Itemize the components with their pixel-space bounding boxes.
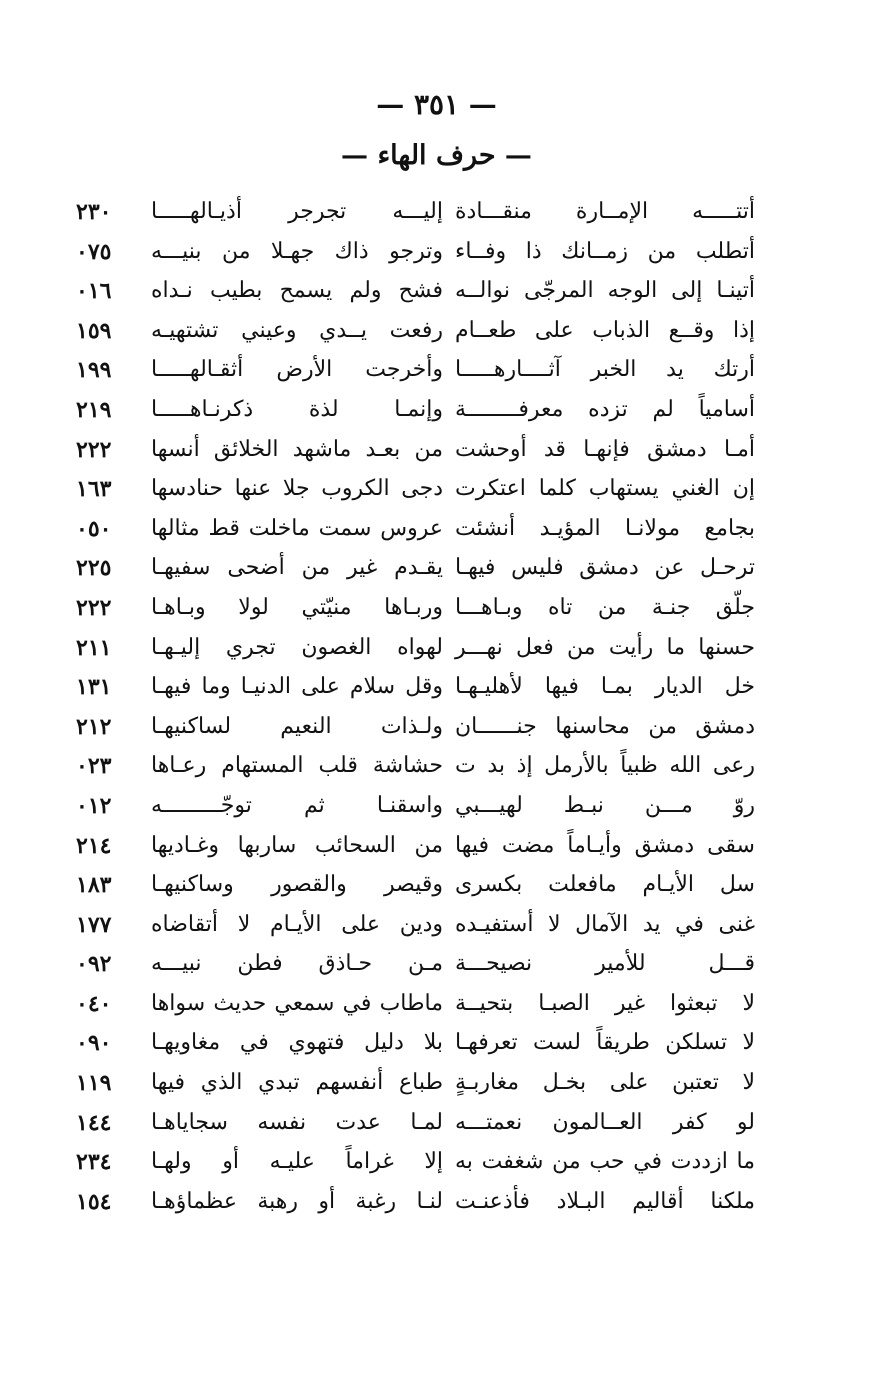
verse-row (0, 548, 873, 588)
verse-first-hemistich: فشح ولم يسمح بطيب نـداه (151, 278, 443, 304)
verse-second-hemistich: لا تبعثوا غير الصبـا بتحيــة (455, 990, 755, 1016)
verse-reference-number: ٢٢٢ (76, 594, 112, 621)
verse-reference-number: ٢١٤ (76, 832, 112, 859)
verse-first-hemistich: ماطاب في سمعي حديث سواها (151, 990, 443, 1016)
verse-second-hemistich: رعى الله ظبياً بالأرمل إذ بد ت (455, 753, 755, 779)
verse-row (0, 667, 873, 707)
verse-second-hemistich: ما ازددت في حب من شغفت به (455, 1149, 755, 1175)
verse-second-hemistich: روّ مـــن نبـط لهيـــبي (455, 792, 755, 818)
verse-first-hemistich: وقيصر والقصور وساكنيهـا (151, 872, 443, 898)
verse-row (0, 786, 873, 826)
verse-row (0, 311, 873, 351)
verse-row (0, 1023, 873, 1063)
verse-reference-number: ١٩٩ (76, 357, 112, 384)
verse-reference-number: ١٦٣ (76, 476, 112, 503)
verse-second-hemistich: قـــل للأمير نصيحـــة (455, 951, 755, 977)
verse-reference-number: ١٥٩ (76, 317, 112, 344)
verse-reference-number: ٠١٢ (76, 792, 112, 819)
verse-row (0, 1182, 873, 1222)
verse-second-hemistich: لا تسلكن طريقاً لست تعرفهـا (455, 1030, 755, 1056)
verse-index-list (0, 192, 873, 1221)
verse-first-hemistich: حشاشة قلب المستهام رعـاها (151, 753, 443, 779)
verse-row (0, 984, 873, 1024)
verse-second-hemistich: سقى دمشق وأيـاماً مضت فيها (455, 832, 755, 858)
verse-row (0, 707, 873, 747)
verse-reference-number: ٢٣٤ (76, 1149, 112, 1176)
verse-first-hemistich: وإنمـا لذة ذكرنـاهـــــا (151, 396, 443, 422)
verse-first-hemistich: لهواه الغصون تجري إليـهـا (151, 634, 443, 660)
verse-reference-number: ١٧٧ (76, 911, 112, 938)
verse-row (0, 905, 873, 945)
verse-reference-number: ٠٩٠ (76, 1030, 112, 1057)
verse-second-hemistich: غنى في يد الآمال لا أستفيـده (455, 911, 755, 937)
verse-reference-number: ٠٥٠ (76, 515, 112, 542)
verse-second-hemistich: إن الغني يستهاب كلما اعتكرت (455, 476, 755, 502)
verse-row (0, 232, 873, 272)
verse-row (0, 944, 873, 984)
verse-first-hemistich: من بعـد ماشهد الخلائق أنسها (151, 436, 443, 462)
verse-first-hemistich: رفعت يــدي وعيني تشتهيـه (151, 317, 443, 343)
verse-reference-number: ٠٤٠ (76, 990, 112, 1017)
verse-reference-number: ١١٩ (76, 1070, 112, 1097)
verse-reference-number: ١٥٤ (76, 1188, 112, 1215)
verse-second-hemistich: سل الأيـام مافعلت بكسرى (455, 872, 755, 898)
verse-second-hemistich: بجامع مولانـا المؤيـد أنشئت (455, 515, 755, 541)
verse-second-hemistich: ترحـل عن دمشق فليس فيهـا (455, 555, 755, 581)
verse-reference-number: ١٤٤ (76, 1109, 112, 1136)
verse-second-hemistich: خل الديار بمـا فيها لأهليـهـا (455, 674, 755, 700)
verse-reference-number: ٢١١ (76, 634, 112, 661)
verse-reference-number: ٠٩٢ (76, 951, 112, 978)
verse-row (0, 509, 873, 549)
verse-row (0, 588, 873, 628)
verse-first-hemistich: لمـا عدت نفسه سجاياهـا (151, 1109, 443, 1135)
verse-second-hemistich: لو كفر العــالمون نعمتـــه (455, 1109, 755, 1135)
verse-first-hemistich: وترجو ذاك جهـلا من بنيـــه (151, 238, 443, 264)
verse-row (0, 746, 873, 786)
verse-first-hemistich: عروس سمت ماخلت قط مثالها (151, 515, 443, 541)
verse-second-hemistich: أرتك يد الخبر آثــــارهـــــا (455, 357, 755, 383)
verse-first-hemistich: وأخرجت الأرض أثقـالهـــــا (151, 357, 443, 383)
section-title: — حرف الهاء — (341, 140, 532, 171)
verse-first-hemistich: دجى الكروب جلا عنها حنادسها (151, 476, 443, 502)
verse-second-hemistich: ملكنا أقاليم البـلاد فأذعنـت (455, 1188, 755, 1214)
verse-row (0, 350, 873, 390)
verse-reference-number: ٢٣٠ (76, 199, 112, 225)
verse-row (0, 865, 873, 905)
verse-row (0, 1063, 873, 1103)
verse-reference-number: ١٣١ (76, 674, 112, 701)
verse-row (0, 826, 873, 866)
page-number: — ٣٥١ — (376, 88, 497, 121)
verse-reference-number: ٢١٩ (76, 396, 112, 423)
verse-row (0, 192, 873, 232)
verse-reference-number: ٠٧٥ (76, 238, 112, 265)
verse-reference-number: ٢٢٢ (76, 436, 112, 463)
verse-second-hemistich: أسامياً لم تزده معرفــــــــة (455, 396, 755, 422)
verse-row (0, 271, 873, 311)
verse-reference-number: ١٨٣ (76, 872, 112, 899)
verse-first-hemistich: طباع أنفسهم تبدي الذي فيها (151, 1070, 443, 1096)
verse-second-hemistich: إذا وقــع الذباب على طعــام (455, 317, 755, 343)
verse-second-hemistich: جلّق جنـة من تاه وبـاهـــا (455, 594, 755, 620)
verse-first-hemistich: وقل سلام على الدنيـا وما فيهـا (151, 674, 443, 700)
verse-row (0, 1103, 873, 1143)
verse-first-hemistich: واسقنـا ثم توجّـــــــــه (151, 792, 443, 818)
verse-second-hemistich: أتتـــــه الإمــارة منقـــادة (455, 199, 755, 224)
verse-row (0, 628, 873, 668)
verse-first-hemistich: ودين على الأيـام لا أتقاضاه (151, 911, 443, 937)
verse-reference-number: ٢١٢ (76, 713, 112, 740)
verse-first-hemistich: بلا دليل فتهوي في مغاويهـا (151, 1030, 443, 1056)
verse-reference-number: ٢٢٥ (76, 555, 112, 582)
verse-first-hemistich: يقـدم غير من أضحى سفيهـا (151, 555, 443, 581)
verse-row (0, 1142, 873, 1182)
verse-first-hemistich: ولـذات النعيم لساكنيهـا (151, 713, 443, 739)
verse-row (0, 430, 873, 470)
verse-first-hemistich: مـن حـاذق فطن نبيـــه (151, 951, 443, 977)
verse-second-hemistich: دمشق من محاسنها جنــــــان (455, 713, 755, 739)
verse-first-hemistich: وربـاها منيّتي لولا وبـاهـا (151, 594, 443, 620)
verse-second-hemistich: أتطلب من زمــانك ذا وفــاء (455, 238, 755, 264)
verse-first-hemistich: لنـا رغبة أو رهبة عظماؤهـا (151, 1188, 443, 1214)
verse-second-hemistich: أمـا دمشق فإنهـا قد أوحشت (455, 436, 755, 462)
verse-first-hemistich: إلا غراماً عليـه أو ولهـا (151, 1149, 443, 1175)
verse-row (0, 469, 873, 509)
verse-row (0, 390, 873, 430)
verse-second-hemistich: أتينـا إلى الوجه المرجّى نوالــه (455, 278, 755, 304)
verse-second-hemistich: حسنها ما رأيت من فعل نهـــر (455, 634, 755, 660)
verse-first-hemistich: إليـــه تجرجر أذيـالهـــــا (151, 199, 443, 224)
verse-reference-number: ٠١٦ (76, 278, 112, 305)
verse-second-hemistich: لا تعتبن على بخـل مغاربـةٍ (455, 1070, 755, 1096)
verse-first-hemistich: من السحائب ساربها وغـاديها (151, 832, 443, 858)
verse-reference-number: ٠٢٣ (76, 753, 112, 780)
